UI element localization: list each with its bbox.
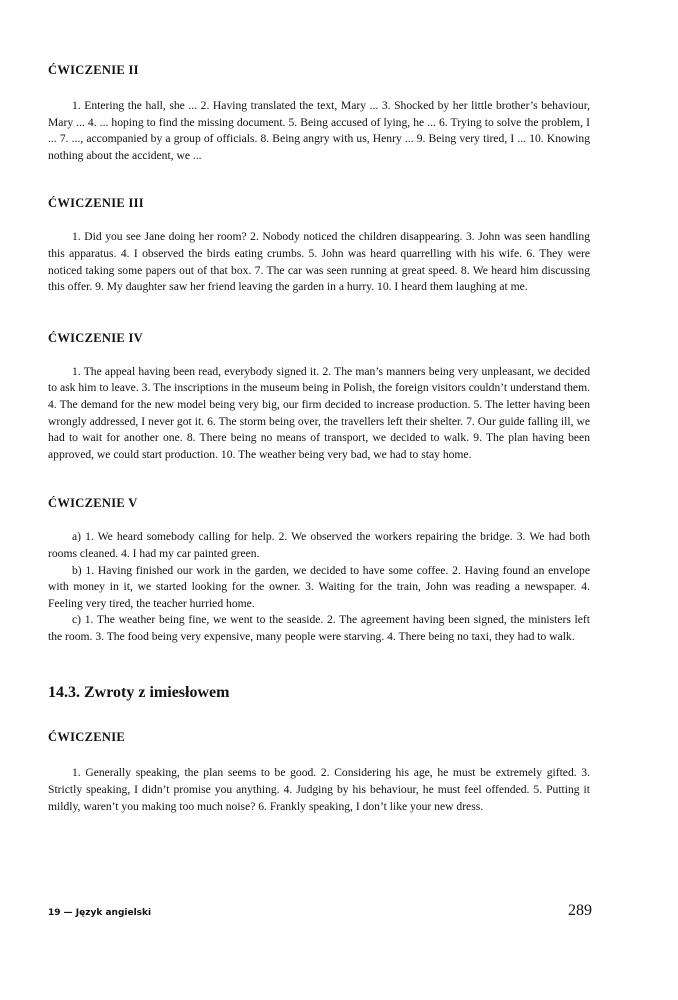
- exercise-heading-iv: ĆWICZENIE IV: [48, 330, 143, 345]
- exercise-heading-ii: ĆWICZENIE II: [48, 63, 139, 77]
- footer-book-title: 19 — Język angielski: [48, 908, 152, 918]
- page-content: [48, 60, 590, 815]
- page-number: 289: [568, 902, 592, 919]
- exercise-heading-iii: ĆWICZENIE III: [48, 196, 144, 211]
- exercise-iii-text: 1. Did you see Jane doing her room? 2. Nobody noticed the children disappearing. 3. John was seen handling this apparatus. 4. I observed the birds eating crumbs. 5. John was heard quarrelling with his wife. 6. They were noticed taking some papers out of that box. 7. The car was seen running at great speed. 8. We heard him discussing this offer. 9. My daughter saw her friend leaving the garden in a hurry. 10. I heard them laughing at me.: [48, 230, 590, 294]
- exercise-text: 1. Generally speaking, the plan seems to be good. 2. Considering his age, he must be extremely gifted. 3. Strictly speaking, I didn’t promise you anything. 4. Judging by his behaviour, he must feel offended. 5. Putting it mildly, waren’t you making too much noise? 6. Frankly speaking, I don’t like your new dress.: [48, 766, 590, 813]
- exercise-ii-text: 1. Entering the hall, she ... 2. Having translated the text, Mary ... 3. Shocked by her little brother’s behaviour, Mary ... 4. ... hoping to find the missing document. 5. Being accused of lying, he ... 6. Trying to solve the problem, I ... 7. ..., accompanied by a group of officials. 8. Being angry with us, Henry ... 9. Being very tired, I ... 10. Knowing nothing about the accident, we ...: [48, 99, 590, 162]
- exercise-heading-v: ĆWICZENIE V: [48, 496, 138, 511]
- exercise-v-part-c: c) 1. The weather being fine, we went to the seaside. 2. The agreement having been signed, the ministers left the room. 3. The food being very expensive, many people were starving. 4. There being no taxi, they had to walk.: [48, 613, 590, 643]
- exercise-heading: ĆWICZENIE: [48, 730, 126, 745]
- exercise-iv-text: 1. The appeal having been read, everybody signed it. 2. The man’s manners being very unpleasant, we decided to ask him to leave. 3. The inscriptions in the museum being in Polish, the foreign visitors couldn’t understand them. 4. The demand for the new model being very big, our firm decided to increase production. 5. The letter having been wrongly addressed, I never got it. 6. The storm being over, the travellers left their shelter. 7. Our guide falling ill, we had to wait for another one. 8. There being no means of transport, we decided to walk. 9. The plan having been approved, we could start production. 10. The weather being very bad, we had to stay home.: [48, 364, 590, 461]
- exercise-v-part-b: b) 1. Having finished our work in the garden, we decided to have some coffee. 2. Having found an envelope with money in it, we started looking for the owner. 3. Waiting for the train, John was reading a newspaper. 4. Feeling very tired, the teacher hurried home.: [48, 563, 590, 610]
- section-title: 14.3. Zwroty z imiesłowem: [48, 684, 230, 702]
- exercise-v-part-a: a) 1. We heard somebody calling for help. 2. We observed the workers repairing the bridge. 3. We had both rooms cleaned. 4. I had my car painted green.: [48, 530, 590, 560]
